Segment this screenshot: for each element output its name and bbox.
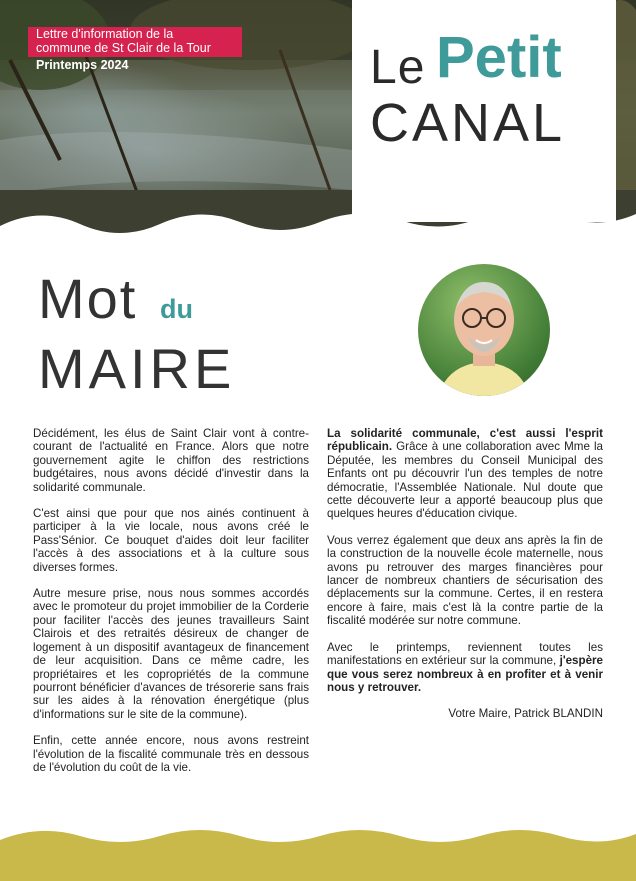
paragraph: Autre mesure prise, nous nous sommes accordés avec le promoteur du projet immobilier de la Corderie pour faciliter l'accès des jeunes travailleurs Saint Clairois et des retraités désireux de changer de logement à un dispositif avantageux de financement de leur acquisition. Dans ce même cadre, les propriétaires et les copropriétés de la commune pourront bénéficier d'avances de trésorerie sans frais sur les aides à la rénovation énergétique (plus d'informations sur le site de la commune).: [33, 587, 309, 721]
editorial-left-column: [33, 427, 309, 787]
logo-le: Le: [370, 41, 426, 94]
mayor-portrait: [418, 264, 550, 396]
paragraph: Décidément, les élus de Saint Clair vont à contre-courant de l'actualité en France. Alors que notre gouvernement agite le chiffon des restrictions budgétaires, nous avons décidé d'investir dans la solidarité communale.: [33, 427, 309, 494]
newsletter-line-2: commune de St Clair de la Tour: [36, 41, 211, 55]
season-label: Printemps 2024: [36, 58, 129, 72]
newsletter-caption: [36, 27, 266, 72]
header-wave-divider: [0, 196, 636, 256]
paragraph: [327, 427, 603, 521]
editorial-right-column: [327, 427, 603, 734]
title-du: du: [160, 294, 193, 324]
paragraph: [327, 641, 603, 695]
newsletter-line-1: Lettre d'information de la: [36, 27, 174, 41]
paragraph: C'est ainsi que pour que nos ainés continuent à participer à la vie locale, nous avons créé le Pass'Sénior. Ce bouquet d'aides doit leur faciliter l'accès à des associations et à la culture sous diverses formes.: [33, 507, 309, 574]
paragraph-text: Avec le printemps, reviennent toutes les manifestations en extérieur sur la commune,: [327, 640, 603, 668]
bold-lead: La solidarité communale, c'est aussi l'esprit républicain.: [327, 427, 603, 454]
paragraph: Enfin, cette année encore, nous avons restreint l'évolution de la fiscalité communale très en dessous de l'évolution du coût de la vie.: [33, 734, 309, 774]
portrait-illustration: [418, 264, 550, 396]
logo-canal: CANAL: [370, 93, 566, 153]
paragraph-text: Grâce à une collaboration avec Mme la Députée, les membres du Conseil Municipal des Enfants ont pu découvrir l'un des temples de notre démocratie, l'Assemblée Nationale. Nul doute que cette découverte leur a apporté beaucoup plus que quelques heures d'éducation civique.: [327, 440, 603, 521]
bold-closing: j'espère que vous serez nombreux à en profiter et à venir nous y retrouver.: [327, 654, 603, 694]
paragraph: Vous verrez également que deux ans après la fin de la construction de la nouvelle école maternelle, nous avons pu retrouver des marges financières pour lancer de nombreux chantiers de sécurisation des déplacements sur la commune. Certes, il en restera encore à faire, mais c'est là la contre partie de la fiscalité modérée sur notre commune.: [327, 533, 603, 628]
footer-wave: [0, 818, 636, 881]
title-maire: MAIRE: [38, 337, 236, 400]
title-mot: Mot: [38, 267, 138, 330]
mayor-signature: Votre Maire, Patrick BLANDIN: [448, 707, 603, 721]
logo-petit: Petit: [436, 25, 562, 90]
